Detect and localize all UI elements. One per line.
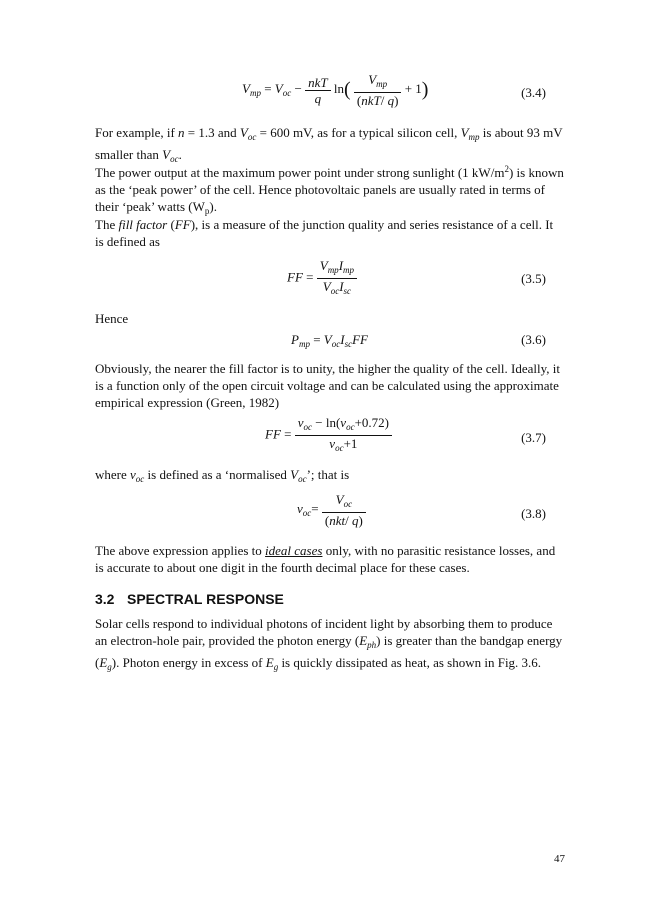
equation-number-3-4: (3.4) [521, 85, 546, 100]
equation-3-6: $P_{mp} = V_{oc}I_{sc}FF$ [291, 332, 368, 349]
section-number: 3.2 [95, 591, 115, 607]
equation-3-7: FF = $\frac{v_{oc} - \ln(v_{oc}+0.72)}{v_{oc}+1}$ [265, 415, 392, 456]
paragraph-spectral: Solar cells respond to individual photons of incident light by absorbing them to produce an electron-hole pair, provided the photon energy $(E_{ph})$ is greater than the bandgap energy $(E_g)$. Photon energy in excess of $E_g$ is quickly dissipated as heat, as shown in Fig. 3.6. [95, 616, 563, 672]
paragraph-ideal-cases: The above expression applies to ideal cases only, with no parasitic resistance losses, and is accurate to about one digit in the fourth decimal place for these cases. [95, 543, 556, 575]
page-number: 47 [554, 853, 565, 865]
equation-number-3-5: (3.5) [521, 271, 546, 286]
equation-3-4: $V_{mp} = V_{oc}$ − $\frac{\text{nkT}}{q}$ ln( $\frac{V_{mp}}{\text{(nkT/ q)}}$ + 1) [242, 72, 429, 108]
paragraph-fill-factor: The fill factor (FF), is a measure of the junction quality and series resistance of a cell. It is defined as [95, 217, 554, 249]
equation-3-5: FF = $\frac{V_{mp}I_{mp}}{V_{oc}I_{sc}}$ [287, 258, 357, 299]
equation-3-8: $v_{oc}=$ $\frac{V_{oc}}{\text{(nkt/ q)}}$ [297, 492, 366, 528]
section-heading [95, 591, 284, 607]
equation-number-3-7: (3.7) [521, 430, 546, 445]
paragraph-normalised: where $v_{oc}$ is defined as a ‘normalised $V_{oc}$’; that is [95, 467, 350, 484]
equation-number-3-6: (3.6) [521, 332, 546, 347]
paragraph-example: For example, if n = 1.3 and $V_{oc} = 600$ mV, as for a typical silicon cell, $V_{mp}$ is about 93 mV smaller than $V_{oc}$. [95, 125, 563, 164]
paragraph-obviously: Obviously, the nearer the fill factor is to unity, the higher the quality of the cell. Ideally, it is a function only of the open circuit voltage and can be calculated using the approximate empirical expression (Green, 1982) [95, 361, 560, 410]
section-title: SPECTRAL RESPONSE [127, 591, 284, 607]
equation-number-3-8: (3.8) [521, 506, 546, 521]
paragraph-hence: Hence [95, 311, 129, 326]
paragraph-peak-power: The power output at the maximum power point under strong sunlight (1 $kW/m^2$) is known as the ‘peak power’ of the cell. Hence photovoltaic panels are usually rated in terms of their ‘peak’ watts $(W_p)$. [95, 164, 564, 216]
